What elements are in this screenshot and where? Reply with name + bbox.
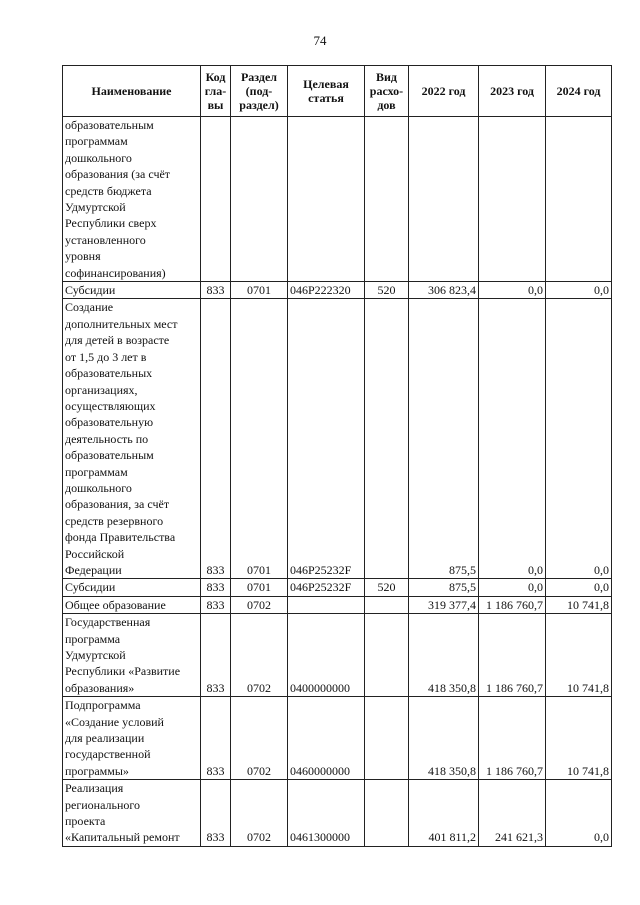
row-2023: 1 186 760,7 — [479, 614, 546, 697]
row-expense — [365, 299, 409, 579]
table-row — [63, 614, 612, 697]
budget-table — [62, 65, 612, 847]
row-expense — [365, 614, 409, 697]
row-section: 0701 — [231, 579, 288, 596]
row-2024: 10 741,8 — [546, 614, 612, 697]
row-target — [288, 596, 365, 613]
header-expense-type: Вид расхо- дов — [365, 66, 409, 117]
row-2024: 0,0 — [546, 282, 612, 299]
row-target — [288, 117, 365, 282]
row-2022: 306 823,4 — [409, 282, 479, 299]
row-name: Общее образование — [63, 596, 201, 613]
row-name: Субсидии — [63, 282, 201, 299]
row-chapter — [201, 117, 231, 282]
row-2022 — [409, 117, 479, 282]
row-2023: 0,0 — [479, 282, 546, 299]
row-target: 046P25232F — [288, 299, 365, 579]
row-name: Государственная программа Удмуртской Республики «Развитие образования» — [63, 614, 201, 697]
row-2023: 1 186 760,7 — [479, 596, 546, 613]
row-2024: 0,0 — [546, 780, 612, 847]
header-section: Раздел (под- раздел) — [231, 66, 288, 117]
row-2022: 401 811,2 — [409, 780, 479, 847]
row-chapter: 833 — [201, 299, 231, 579]
row-name: Субсидии — [63, 579, 201, 596]
row-expense — [365, 117, 409, 282]
table-row — [63, 697, 612, 780]
row-name: Реализация регионального проекта «Капитальный ремонт — [63, 780, 201, 847]
row-2022: 875,5 — [409, 299, 479, 579]
row-2023: 1 186 760,7 — [479, 697, 546, 780]
row-target: 0400000000 — [288, 614, 365, 697]
row-chapter: 833 — [201, 579, 231, 596]
row-chapter: 833 — [201, 780, 231, 847]
row-target: 0460000000 — [288, 697, 365, 780]
row-2023: 0,0 — [479, 579, 546, 596]
table-row — [63, 117, 612, 282]
row-expense — [365, 596, 409, 613]
row-chapter: 833 — [201, 282, 231, 299]
header-year-2023: 2023 год — [479, 66, 546, 117]
header-year-2024: 2024 год — [546, 66, 612, 117]
row-2024: 0,0 — [546, 299, 612, 579]
row-target: 046P25232F — [288, 579, 365, 596]
row-2023 — [479, 117, 546, 282]
row-2023: 0,0 — [479, 299, 546, 579]
table-row — [63, 579, 612, 596]
row-2022: 418 350,8 — [409, 697, 479, 780]
row-2024: 10 741,8 — [546, 596, 612, 613]
row-chapter: 833 — [201, 697, 231, 780]
row-target: 0461300000 — [288, 780, 365, 847]
row-2022: 418 350,8 — [409, 614, 479, 697]
row-expense — [365, 780, 409, 847]
row-2023: 241 621,3 — [479, 780, 546, 847]
header-row — [63, 66, 612, 117]
row-name: образовательным программам дошкольного образования (за счёт средств бюджета Удмуртской Республики сверх установленного уровня софинансирования) — [63, 117, 201, 282]
row-section: 0702 — [231, 780, 288, 847]
row-section: 0702 — [231, 614, 288, 697]
row-chapter: 833 — [201, 614, 231, 697]
header-year-2022: 2022 год — [409, 66, 479, 117]
row-section: 0701 — [231, 282, 288, 299]
table-row — [63, 299, 612, 579]
row-name: Подпрограмма «Создание условий для реализации государственной программы» — [63, 697, 201, 780]
header-name: Наименование — [63, 66, 201, 117]
row-2022: 319 377,4 — [409, 596, 479, 613]
header-target-item: Целевая статья — [288, 66, 365, 117]
row-section: 0702 — [231, 697, 288, 780]
table-row — [63, 596, 612, 613]
row-2024: 10 741,8 — [546, 697, 612, 780]
row-expense: 520 — [365, 579, 409, 596]
header-chapter-code: Код гла- вы — [201, 66, 231, 117]
row-target: 046P222320 — [288, 282, 365, 299]
row-2024: 0,0 — [546, 579, 612, 596]
row-section: 0702 — [231, 596, 288, 613]
table-row — [63, 780, 612, 847]
row-chapter: 833 — [201, 596, 231, 613]
row-section: 0701 — [231, 299, 288, 579]
row-section — [231, 117, 288, 282]
row-name: Создание дополнительных мест для детей в возрасте от 1,5 до 3 лет в образовательных организациях, осуществляющих образовательную деятельность по образовательным программам дошкольного образования, за счёт средств резервного фонда Правительства Российской Федерации — [63, 299, 201, 579]
row-expense: 520 — [365, 282, 409, 299]
row-2022: 875,5 — [409, 579, 479, 596]
table-row — [63, 282, 612, 299]
row-2024 — [546, 117, 612, 282]
page-number: 74 — [313, 33, 327, 48]
row-expense — [365, 697, 409, 780]
